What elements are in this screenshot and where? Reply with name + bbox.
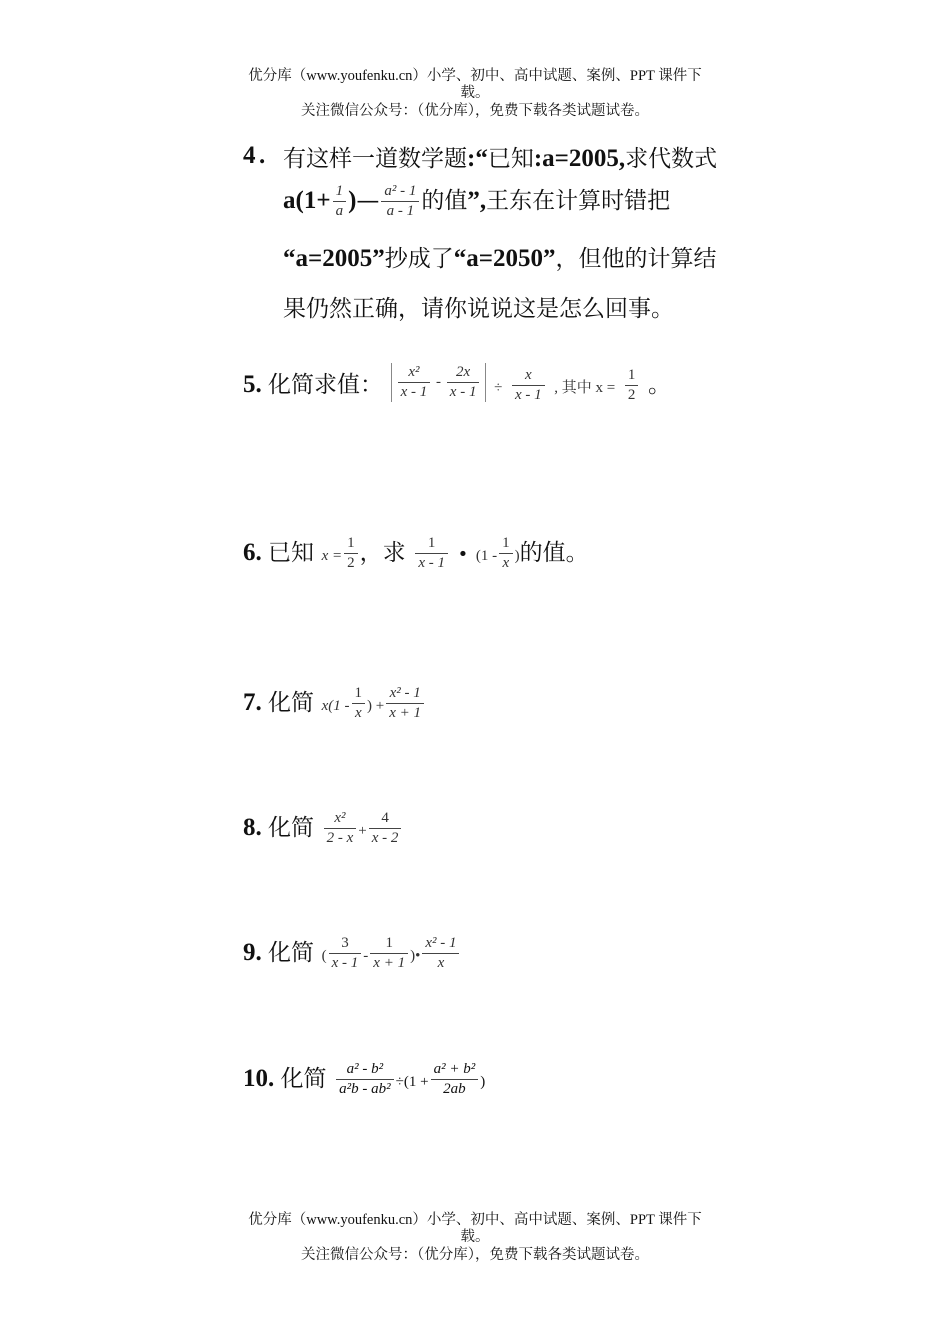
question-8: 8. 化简 $\frac{\text{x²}}{2 - x}$ + $\frac{4}{x - 2}$: [243, 809, 403, 848]
question-7: 7. 化简 x(1 - $\frac{1}{x}$ ) + $\frac{\text{x² - 1}}{x + 1}$: [243, 684, 426, 723]
fraction: $\frac{1}{a}$: [333, 182, 347, 221]
question-number: 7: [243, 689, 256, 716]
header-line-2: 载。: [460, 85, 490, 101]
footer-line-3: 关注微信公众号：（优分库），免费下载各类试题试卷。: [301, 1247, 649, 1263]
question-4-line-3: “a=2005”抄成了“a=2050”，但他的计算结: [283, 245, 717, 272]
question-number: 9: [243, 939, 256, 966]
question-9: 9. 化简 ( $\frac{3}{x - 1}$ - $\frac{1}{x + 1}$ )• $\frac{\text{x² - 1}}{x}$: [243, 934, 461, 973]
question-4-line-2: a(1+ $\frac{1}{a}$ )— $\frac{\text{a² - 1}}{a - 1}$ 的值”,王东在计算时错把: [283, 183, 671, 219]
question-number: 8: [243, 814, 256, 841]
question-4-line-4: 果仍然正确，请你说说这是怎么回事。: [283, 296, 674, 322]
question-number: 6: [243, 539, 256, 566]
question-number: 4: [243, 142, 256, 169]
header-line-1: 优分库（www.youfenku.cn）小学、初中、高中试题、案例、PPT 课件下: [248, 68, 702, 84]
question-label: 已知: [268, 540, 314, 566]
bracket-expression: $\frac{\text{x²}}{x - 1}$ - $\frac{2x}{x - 1}$: [391, 363, 487, 402]
question-4-line-1: 有这样一道数学题:“已知:a=2005,求代数式: [283, 145, 718, 172]
question-label: 化简: [268, 690, 314, 716]
question-label: 化简: [268, 815, 314, 841]
fraction: $\frac{\text{a² - 1}}{a - 1}$: [381, 182, 419, 221]
header-line-3: 关注微信公众号：（优分库），免费下载各类试题试卷。: [301, 103, 649, 119]
question-label: 化简: [268, 940, 314, 966]
question-label: 化简: [280, 1066, 327, 1092]
question-number: 5: [243, 371, 256, 398]
question-number: 10: [243, 1065, 268, 1092]
page-header: [0, 68, 950, 120]
page-footer: [0, 1212, 950, 1264]
footer-line-1: 优分库（www.youfenku.cn）小学、初中、高中试题、案例、PPT 课件下: [248, 1212, 702, 1228]
question-5: 5. 化简求值： $\frac{\text{x²}}{x - 1}$ - $\frac{2x}{x - 1}$ ÷ $\frac{x}{x - 1}$ , 其中 x = $\frac{1}{2}$ 。: [243, 364, 672, 403]
question-10: 10. 化简 $\frac{\text{a² - b²}}{\text{a²b - ab²}}$ ÷(1 + $\frac{\text{a² + b²}}{2ab}$ ): [243, 1061, 486, 1097]
question-label: 化简求值：: [268, 372, 383, 398]
footer-line-2: 载。: [460, 1229, 490, 1245]
question-6: 6. 已知 x = $\frac{1}{2}$ ，求 $\frac{1}{x - 1}$ • (1 - $\frac{1}{x}$ )的值。: [243, 535, 589, 571]
